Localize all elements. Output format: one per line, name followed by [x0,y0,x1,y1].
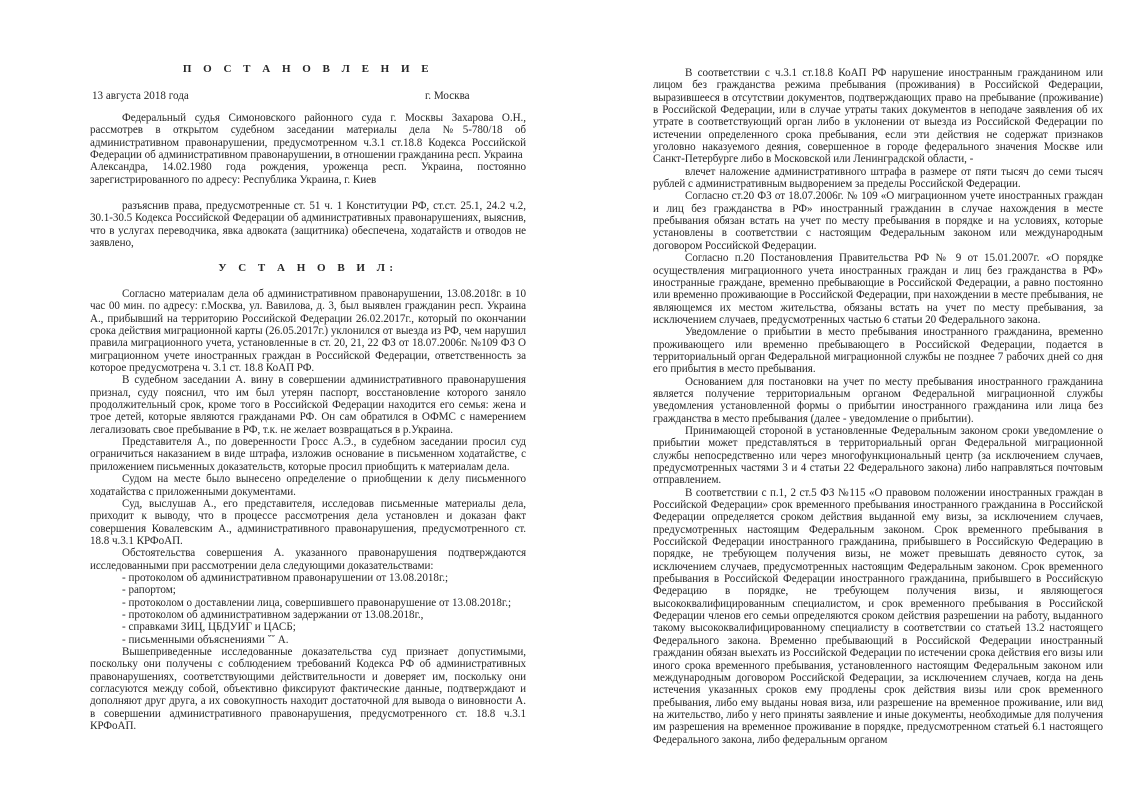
document-title: П О С Т А Н О В Л Е Н И Е [182,63,434,75]
legal-paragraph: влечет наложение административного штрафа в размере от пяти тысяч до семи тысяч рублей с административным выдворением за пределы Российской Федерации. [653,165,1103,191]
findings-body [90,288,526,732]
legal-paragraph: Согласно п.20 Постановления Правительства РФ № 9 от 15.01.2007г. «О порядке осуществления миграционного учета иностранных граждан и лиц без гражданства в РФ» иностранные граждане, временно пребывающие в Российской Федерации, а равно постоянно или временно проживающие в Российской Федерации, при нахождении в месте пребывания, не являющемся их местом жительства, обязаны встать на учет по месту пребывания, за исключением случаев, предусмотренных частью 6 статьи 20 Федерального закона. [653,252,1103,326]
findings-paragraph: Судом на месте было вынесено определение о приобщении к делу письменного ходатайства с приложенными документами. [90,473,526,498]
document-date: 13 августа 2018 года [92,90,189,102]
legal-paragraph: Согласно ст.20 ФЗ от 18.07.2006г. № 109 «О миграционном учете иностранных граждан и лиц без гражданства в РФ» иностранный гражданин в случае нахождения в месте пребывания обязан встать на учет по месту пребывания в порядке и на условиях, которые установлены в соответствии с настоящим Федеральным законом или международным договором Российской Федерации. [653,190,1103,252]
evidence-list [90,572,526,646]
rights-paragraph: разъяснив права, предусмотренные ст. 51 ч. 1 Конституции РФ, ст.ст. 25.1, 24.2 ч.2, 30.1-30.5 Кодекса Российской Федерации об административных правонарушениях, выяснив, что в услугах переводчика, явка адвоката (защитника) обеспечена, ходатайств и отводов не заявлено, [90,200,526,250]
evidence-item: - справками ЗИЦ, ЦБДУИГ и ЦАСБ; [122,621,296,634]
evidence-item: - протоколом об административном задержании от 13.08.2018г., [122,608,424,621]
evidence-item: - протоколом о доставлении лица, совершившего правонарушение от 13.08.2018г.; [122,596,512,609]
legal-paragraph: В соответствии с ч.3.1 ст.18.8 КоАП РФ нарушение иностранным гражданином или лицом без гражданства режима пребывания (проживания) в Российской Федерации, выразившееся в отсутствии документов, подтверждающих право на пребывание (проживание) в Российской Федерации, или в случае утраты таких документов в неподаче заявления об их утрате в соответствующий орган либо в уклонении от выезда из Российской Федерации по истечении определенного срока пребывания, если эти действия не содержат признаков уголовно наказуемого деяния, совершенное в городе федерального значения Москве или Санкт-Петербурге либо в Московской или Ленинградской области, - [653,67,1103,166]
findings-paragraph: Обстоятельства совершения А. указанного правонарушения подтверждаются исследованными при рассмотрении дела следующими доказательствами: [90,547,526,572]
intro-paragraph: Федеральный судья Симоновского районного суда г. Москвы Захарова О.Н., рассмотрев в открытом судебном заседании материалы дела №5-780/18 об административном правонарушении, предусмотренном ч.3.1 ст.18.8 Кодекса Российской Федерации об административном правонарушении, в отношении гражданина респ. Украина [90,112,526,162]
legal-paragraph: Принимающей стороной в установленные Федеральным законом сроки уведомление о прибытии может представляться в территориальный орган Федеральной миграционной службы непосредственно или через многофункциональный центр (за исключением случаев, предусмотренных частями 3 и 4 статьи 22 Федерального закона) либо направляться почтовым отправлением. [653,424,1103,487]
document-city: г. Москва [425,90,470,102]
conclusion-paragraph: Вышеприведенные исследованные доказательства суд признает допустимыми, поскольку они получены с соблюдением требований Кодекса РФ об административных правонарушениях, соответствующими действительности и доверяет им, поскольку они согласуются между собой, объективно фиксируют фактические данные, подтверждают и дополняют друг друга, а их совокупность находит достаточной для вывода о виновности А. в совершении административного правонарушения, предусмотренного ст. 18.8 ч.3.1 КРФоАП. [90,645,526,733]
legal-paragraph: Уведомление о прибытии в место пребывания иностранного гражданина, временно проживающего или временно пребывающего в Российской Федерации, подается в территориальный орган Федеральной миграционной службы не позднее 7 рабочих дней со дня его прибытия в место пребывания. [653,326,1103,376]
defendant-details: Александра, 14.02.1980 года рождения, уроженца респ. Украина, постоянно зарегистрированного по адресу: Республика Украина, г. Киев [90,161,526,186]
legal-basis-body [653,67,1103,746]
legal-paragraph: Основанием для постановки на учет по месту пребывания иностранного гражданина является получение территориальным органом Федеральной миграционной службы уведомления установленной формы о прибытии иностранного гражданина или лица без гражданства в место пребывания (далее - уведомление о прибытии). [653,375,1103,425]
section-title-ustanovil: У С Т А Н О В И Л: [218,262,398,274]
evidence-item: - протоколом об административном правонарушении от 13.08.2018г.; [122,571,449,584]
evidence-item: - письменными объяснениями ˘˘ А. [122,633,289,646]
findings-paragraph: Согласно материалам дела об административном правонарушении, 13.08.2018г. в 10 час 00 мин. по адресу: г.Москва, ул. Вавилова, д. 3, был выявлен гражданин респ. Украина А., прибывший на территорию Российской Федерации 26.02.2017г., который по окончании срока действия миграционной карты (26.05.2017г.) уклонился от выезда из РФ, чем нарушил правила миграционного учета, установленные в ст. 20, 21, 22 ФЗ от 18.07.2006г. №109 ФЗ О миграционном учете иностранных граждан в Российской Федерации, ответственность за которое предусмотрена ч. 3.1 ст. 18.8 КоАП РФ. [90,288,526,375]
findings-paragraph: Представителя А., по доверенности Гросс А.Э., в судебном заседании просил суд ограничиться наказанием в виде штрафа, изложив основание в письменном ходатайстве, с приложением письменных доказательств, которые просил приобщить к материалам дела. [90,436,526,473]
findings-paragraph: В судебном заседании А. вину в совершении административного правонарушения признал, суду пояснил, что им был утерян паспорт, восстановление которого заняло продолжительный срок, кроме того в Российской Федерации находится его семья: жена и трое детей, которые являются гражданами РФ. Он сам обратился в ОФМС с намерением легализовать свое пребывание в РФ, т.к. не желает возвращаться в р.Украина. [90,374,526,436]
evidence-item: - рапортом; [122,584,176,597]
legal-paragraph: В соответствии с п.1, 2 ст.5 ФЗ №115 «О правовом положении иностранных граждан в Российской Федерации» срок временного пребывания иностранного гражданина в Российской Федерации определяется сроком действия выданной ему визы, за исключением случаев, предусмотренных настоящим Федеральным законом. Срок временного пребывания в Российской Федерации иностранного гражданина, прибывшего в Российскую Федерацию в порядке, не требующем получения визы, не может превышать девяносто суток, за исключением случаев, предусмотренных настоящим Федеральным законом. Срок временного пребывания в Российской Федерации иностранного гражданина, прибывшего в Российскую Федерацию в порядке, не требующем получения визы, и являющегося высококвалифицированным специалистом, и срок временного пребывания в Российской Федерации членов его семьи определяются сроком действия разрешении на работу, выданного такому высококвалифицированному специалисту в соответствии со статьей 13.2 настоящего Федерального закона. Временно пребывающий в Российской Федерации иностранный гражданин обязан выехать из Российской Федерации по истечении срока действия его визы или иного срока временного пребывания, установленного настоящим Федеральным законом или международным договором Российской Федерации, за исключением случаев, когда на день истечения указанных сроков ему продлены срок действия визы или срок временного пребывания, либо ему выданы новая виза, или разрешение на временное проживание, или вид на жительство, либо у него приняты заявление и иные документы, необходимые для получения им разрешения на временное проживание в порядке, предусмотренном статьей 6.1 настоящего Федерального закона, либо федеральным органом [653,486,1103,746]
findings-paragraph: Суд, выслушав А., его представителя, исследовав письменные материалы дела, приходит к выводу, что в процессе рассмотрения дела установлен и доказан факт совершения Ковалевским А., административного правонарушения, предусмотренного ст. 18.8 ч.3.1 КРФоАП. [90,497,526,547]
